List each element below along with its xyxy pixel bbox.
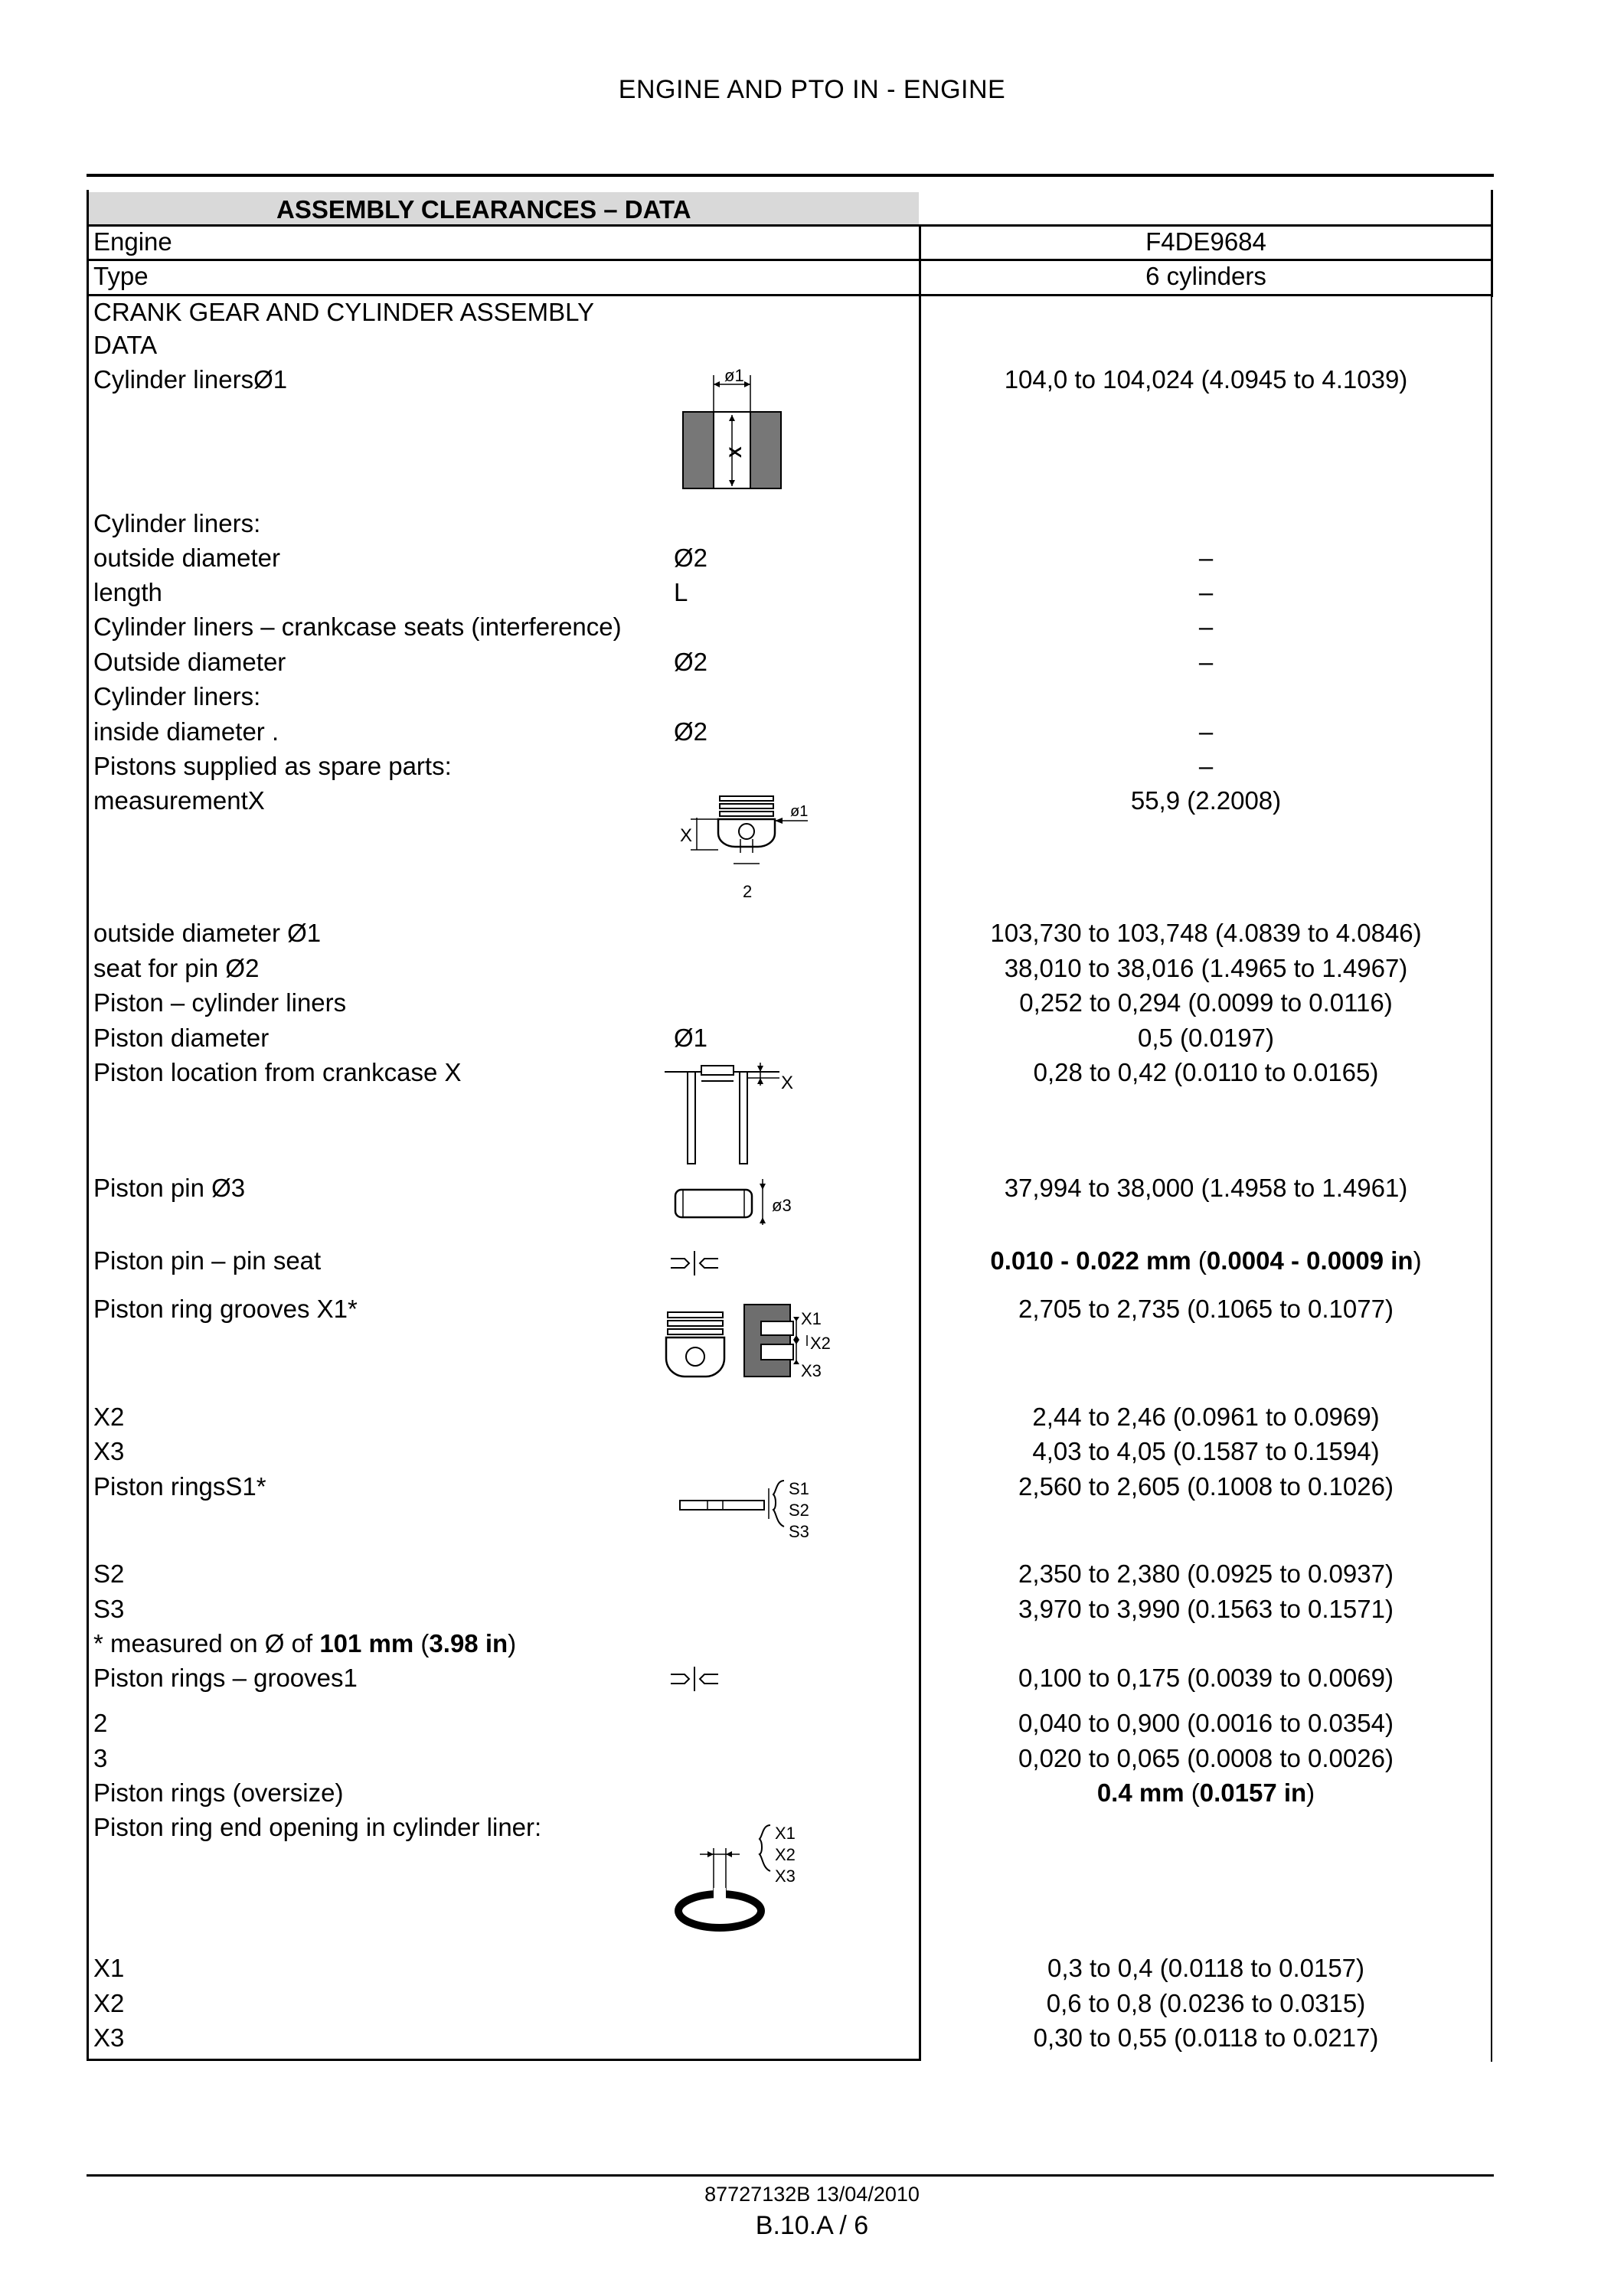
row-label: inside diameter . — [93, 717, 279, 746]
section-heading: DATA — [93, 331, 158, 359]
liner-x-label: X — [726, 446, 745, 458]
row-value: 55,9 (2.2008) — [1130, 786, 1282, 815]
pin-dia-label: ø3 — [772, 1196, 792, 1215]
row-label: Piston – cylinder liners — [93, 988, 347, 1017]
row-divider — [89, 294, 1493, 296]
row-value: 0,28 to 0,42 (0.0110 to 0.0165) — [1033, 1058, 1379, 1086]
row-value: – — [1198, 648, 1214, 676]
row-value: – — [1198, 752, 1214, 780]
row-label: Cylinder linersØ1 — [93, 365, 288, 394]
row-value: 2,705 to 2,735 (0.1065 to 0.1077) — [1018, 1295, 1394, 1323]
row-symbol: Ø2 — [674, 717, 708, 746]
piston-measurement-diagram — [666, 790, 819, 905]
ring-grooves-diagram — [660, 1297, 859, 1396]
row-value: 0,3 to 0,4 (0.0118 to 0.0157) — [1047, 1954, 1365, 1982]
type-label: Type — [93, 262, 149, 290]
row-label: S3 — [93, 1595, 125, 1623]
piston-dia-label: ø1 — [790, 803, 809, 820]
row-label: outside diameter Ø1 — [93, 919, 322, 947]
section-title: ASSEMBLY CLEARANCES – DATA — [276, 195, 691, 224]
row-label: Piston pin – pin seat — [93, 1246, 322, 1275]
row-label: outside diameter — [93, 544, 280, 572]
row-value: 2,44 to 2,46 (0.0961 to 0.0969) — [1032, 1403, 1380, 1431]
row-label: length — [93, 578, 162, 606]
row-value: – — [1198, 612, 1214, 641]
row-label: Cylinder liners: — [93, 509, 261, 537]
measured-note: * measured on Ø of 101 mm (3.98 in) — [93, 1629, 517, 1657]
row-label: Piston diameter — [93, 1024, 270, 1052]
row-value: 0,020 to 0,065 (0.0008 to 0.0026) — [1018, 1744, 1394, 1772]
ring-end-gap-diagram — [663, 1818, 816, 1940]
row-symbol: Ø2 — [674, 544, 708, 572]
row-value: 37,994 to 38,000 (1.4958 to 1.4961) — [1004, 1174, 1408, 1202]
row-label: Piston pin Ø3 — [93, 1174, 246, 1202]
row-value: 38,010 to 38,016 (1.4965 to 1.4967) — [1004, 954, 1408, 982]
clearance-symbol-icon — [668, 1664, 721, 1694]
type-value: 6 cylinders — [1145, 262, 1266, 290]
row-value: 3,970 to 3,990 (0.1563 to 0.1571) — [1018, 1595, 1394, 1623]
table-bottom-border — [89, 2059, 921, 2061]
row-label: S2 — [93, 1560, 125, 1588]
row-value: 0,100 to 0,175 (0.0039 to 0.0069) — [1018, 1664, 1394, 1692]
row-symbol: Ø1 — [674, 1024, 708, 1052]
ring-s3-label: S3 — [789, 1522, 809, 1541]
row-value: 103,730 to 103,748 (4.0839 to 4.0846) — [990, 919, 1422, 947]
piston-x-label: X — [680, 825, 693, 846]
row-label: Outside diameter — [93, 648, 286, 676]
row-label: Piston ringsS1* — [93, 1472, 266, 1501]
groove-x2-label: X2 — [810, 1334, 831, 1353]
row-label: Piston ring end opening in cylinder liner: — [93, 1813, 542, 1841]
engine-label: Engine — [93, 227, 172, 256]
page-header-title: ENGINE AND PTO IN - ENGINE — [618, 75, 1006, 104]
row-label: 2 — [93, 1709, 108, 1737]
piston-rings-diagram — [677, 1473, 830, 1542]
clearance-symbol-icon — [668, 1248, 721, 1279]
row-label: X3 — [93, 1437, 125, 1465]
header-rule — [87, 174, 1494, 177]
groove-x1-label: X1 — [801, 1309, 822, 1328]
cylinder-liner-diagram — [674, 367, 796, 494]
row-label: Piston rings – grooves1 — [93, 1664, 358, 1692]
row-value: 0,5 (0.0197) — [1138, 1024, 1274, 1052]
gap-x2-label: X2 — [775, 1845, 796, 1864]
table-left-border — [87, 190, 89, 2061]
gap-x1-label: X1 — [775, 1824, 796, 1843]
ring-s2-label: S2 — [789, 1501, 809, 1520]
row-label: 3 — [93, 1744, 108, 1772]
section-heading: CRANK GEAR AND CYLINDER ASSEMBLY — [93, 298, 595, 326]
row-label: Piston rings (oversize) — [93, 1778, 344, 1807]
row-value: – — [1198, 544, 1214, 572]
gap-x3-label: X3 — [775, 1867, 796, 1886]
row-label: Piston location from crankcase X — [93, 1058, 462, 1086]
row-value: 2,560 to 2,605 (0.1008 to 0.1026) — [1018, 1472, 1394, 1501]
row-value: 2,350 to 2,380 (0.0925 to 0.0937) — [1018, 1560, 1394, 1588]
footer-document-code: 87727132B 13/04/2010 — [704, 2183, 920, 2206]
row-value: 104,0 to 104,024 (4.0945 to 4.1039) — [1004, 365, 1408, 394]
row-value: – — [1198, 578, 1214, 606]
row-label: X3 — [93, 2023, 125, 2052]
liner-dia-label: ø1 — [724, 367, 744, 385]
row-value: 0,30 to 0,55 (0.0118 to 0.0217) — [1033, 2023, 1379, 2052]
row-label: Pistons supplied as spare parts: — [93, 752, 452, 780]
row-label: X2 — [93, 1989, 125, 2017]
row-value: 0,6 to 0,8 (0.0236 to 0.0315) — [1046, 1989, 1366, 2017]
piston-pin-diagram — [665, 1174, 818, 1228]
oversize-value: 0.4 mm (0.0157 in) — [1096, 1778, 1315, 1807]
location-x-label: X — [781, 1073, 794, 1093]
row-label: Piston ring grooves X1* — [93, 1295, 358, 1323]
engine-value: F4DE9684 — [1145, 227, 1266, 256]
footer-page-number: B.10.A / 6 — [755, 2211, 869, 2240]
row-symbol: Ø2 — [674, 648, 708, 676]
row-label: seat for pin Ø2 — [93, 954, 260, 982]
row-label: X2 — [93, 1403, 125, 1431]
pin-seat-value: 0.010 - 0.022 mm (0.0004 - 0.0009 in) — [990, 1246, 1422, 1275]
section-title-bar — [89, 192, 919, 225]
row-symbol: L — [674, 578, 688, 606]
row-label: Cylinder liners – crankcase seats (interference) — [93, 612, 622, 641]
row-label: X1 — [93, 1954, 125, 1982]
piston-pin-label: 2 — [743, 882, 753, 901]
row-value: 0,252 to 0,294 (0.0099 to 0.0116) — [1019, 988, 1393, 1017]
footer-rule — [87, 2174, 1494, 2177]
row-label: measurementX — [93, 786, 265, 815]
groove-x3-label: X3 — [801, 1361, 822, 1380]
row-value: 4,03 to 4,05 (0.1587 to 0.1594) — [1032, 1437, 1380, 1465]
ring-s1-label: S1 — [789, 1479, 809, 1498]
row-value: – — [1198, 717, 1214, 746]
row-label: Cylinder liners: — [93, 682, 261, 710]
piston-location-diagram — [665, 1061, 825, 1168]
row-value: 0,040 to 0,900 (0.0016 to 0.0354) — [1018, 1709, 1394, 1737]
